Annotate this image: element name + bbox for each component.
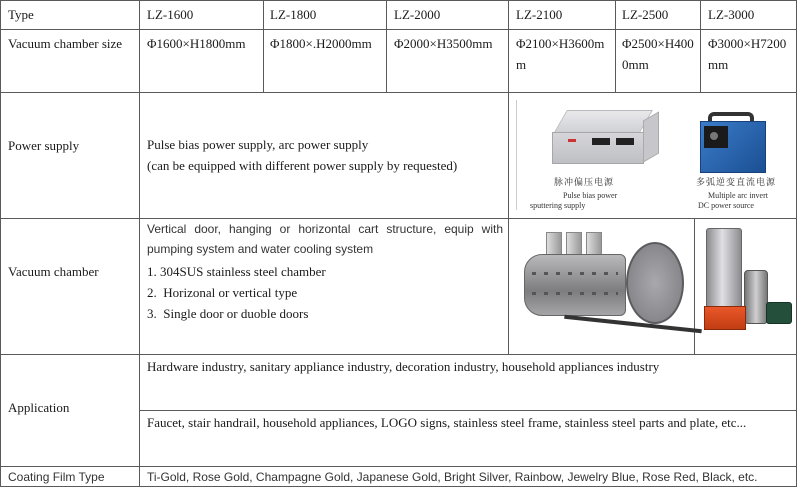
border-top [0, 0, 797, 1]
header-model-3: LZ-2000 [394, 7, 441, 22]
header-type-label: Type [8, 7, 34, 22]
border-app-split [139, 410, 797, 411]
chamber-size-4: Φ2100×H3600mm [516, 36, 605, 72]
horizontal-chamber-icon [524, 226, 694, 336]
border-col5 [615, 0, 616, 92]
border-right [796, 0, 797, 487]
border-vc-img-mid [694, 218, 695, 354]
chamber-size-6: Φ3000×H7200mm [708, 36, 787, 72]
pulse-bias-caption-cn: 脉冲偏压电源 [554, 178, 615, 188]
border-row2 [0, 92, 797, 93]
border-col3 [386, 0, 387, 92]
header-model-5: LZ-2500 [622, 7, 669, 22]
chamber-size-3: Φ2000×H3500mm [394, 36, 493, 51]
arc-inverter-caption-cn: 多弧逆变直流电源 [696, 178, 777, 188]
border-vc-img-left [508, 218, 509, 354]
border-col1 [139, 0, 140, 487]
border-col2 [263, 0, 264, 92]
chamber-size-5: Φ2500×H4000mm [622, 36, 694, 72]
border-col4 [508, 0, 509, 218]
header-model-1: LZ-1600 [147, 7, 194, 22]
power-supply-line1: Pulse bias power supply, arc power supply [147, 137, 369, 152]
chamber-size-1: Φ1600×H1800mm [147, 36, 246, 51]
border-row1 [0, 29, 797, 30]
application-products: Faucet, stair handrail, household appliances, LOGO signs, stainless steel frame, stainless steel parts and plate, etc... [147, 415, 747, 430]
coating-label: Coating Film Type [8, 470, 105, 484]
application-industries: Hardware industry, sanitary appliance industry, decoration industry, household appliances industry [147, 359, 660, 374]
power-supply-image-panel [512, 96, 794, 214]
chamber-size-label: Vacuum chamber size [8, 36, 123, 51]
header-model-4: LZ-2100 [516, 7, 563, 22]
vertical-chamber-icon [704, 228, 792, 332]
vacuum-chamber-label: Vacuum chamber [8, 264, 99, 279]
arc-inverter-caption-en2: DC power source [698, 201, 754, 210]
vacuum-chamber-item-2: 2. Horizonal or vertical type [147, 285, 298, 300]
arc-inverter-caption-en1: Multiple arc invert [708, 191, 768, 200]
vacuum-chamber-item-3: 3. Single door or duoble doors [147, 306, 309, 321]
application-label: Application [8, 400, 70, 415]
image-edge [516, 100, 517, 210]
pulse-bias-caption-en1: Pulse bias power [563, 191, 618, 200]
power-supply-label: Power supply [8, 138, 80, 153]
border-row4 [0, 354, 797, 355]
border-col6 [700, 0, 701, 92]
power-supply-line2: (can be equipped with different power supply by requested) [147, 158, 458, 173]
vacuum-chamber-item-1: 1. 304SUS stainless steel chamber [147, 264, 326, 279]
pulse-bias-caption-en2: sputtering supply [530, 201, 586, 210]
border-left [0, 0, 1, 487]
header-model-2: LZ-1800 [270, 7, 317, 22]
vacuum-chamber-intro: Vertical door, hanging or horizontal cart structure, equip with pumping system and water cooling system [147, 222, 503, 256]
header-model-6: LZ-3000 [708, 7, 755, 22]
chamber-size-2: Φ1800×.H2000mm [270, 36, 372, 51]
coating-value: Ti-Gold, Rose Gold, Champagne Gold, Japanese Gold, Bright Silver, Rainbow, Jewelry Blue, Rose Red, Black, etc. [147, 470, 758, 484]
